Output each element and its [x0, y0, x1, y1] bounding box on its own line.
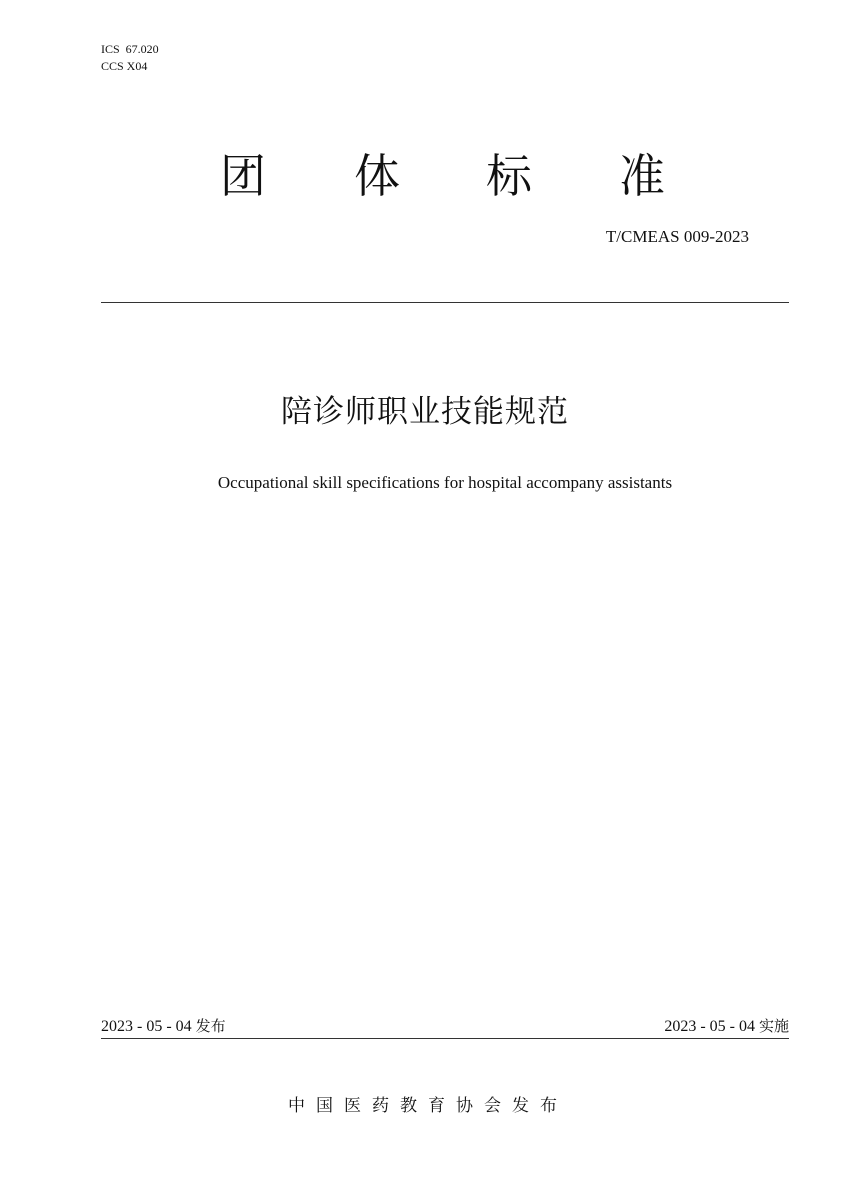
ics-code: ICS 67.020 — [101, 42, 159, 56]
doc-type-char-3: 标 — [486, 149, 532, 203]
release-date: 2023 - 05 - 04 — [101, 1018, 192, 1035]
implementation-label: 实施 — [758, 1017, 789, 1035]
release-date-block — [101, 1014, 226, 1039]
document-type-heading — [0, 146, 850, 206]
title-chinese: 陪诊师职业技能规范 — [281, 394, 569, 430]
release-label: 发布 — [195, 1017, 226, 1035]
implementation-date: 2023 - 05 - 04 — [664, 1018, 755, 1035]
doc-type-char-1: 团 — [220, 149, 266, 203]
classification-codes — [101, 41, 159, 75]
header-divider — [101, 302, 789, 303]
doc-type-char-2: 体 — [354, 149, 400, 203]
standard-number: T/CMEAS 009-2023 — [605, 227, 749, 246]
publisher: 中国医药教育协会发布 — [288, 1096, 568, 1116]
doc-type-char-4: 准 — [619, 149, 665, 203]
ccs-code: CCS X04 — [101, 59, 148, 73]
implementation-date-block — [664, 1014, 789, 1039]
title-english: Occupational skill specifications for hospital accompany assistants — [217, 473, 673, 492]
dates-row — [101, 1014, 789, 1039]
